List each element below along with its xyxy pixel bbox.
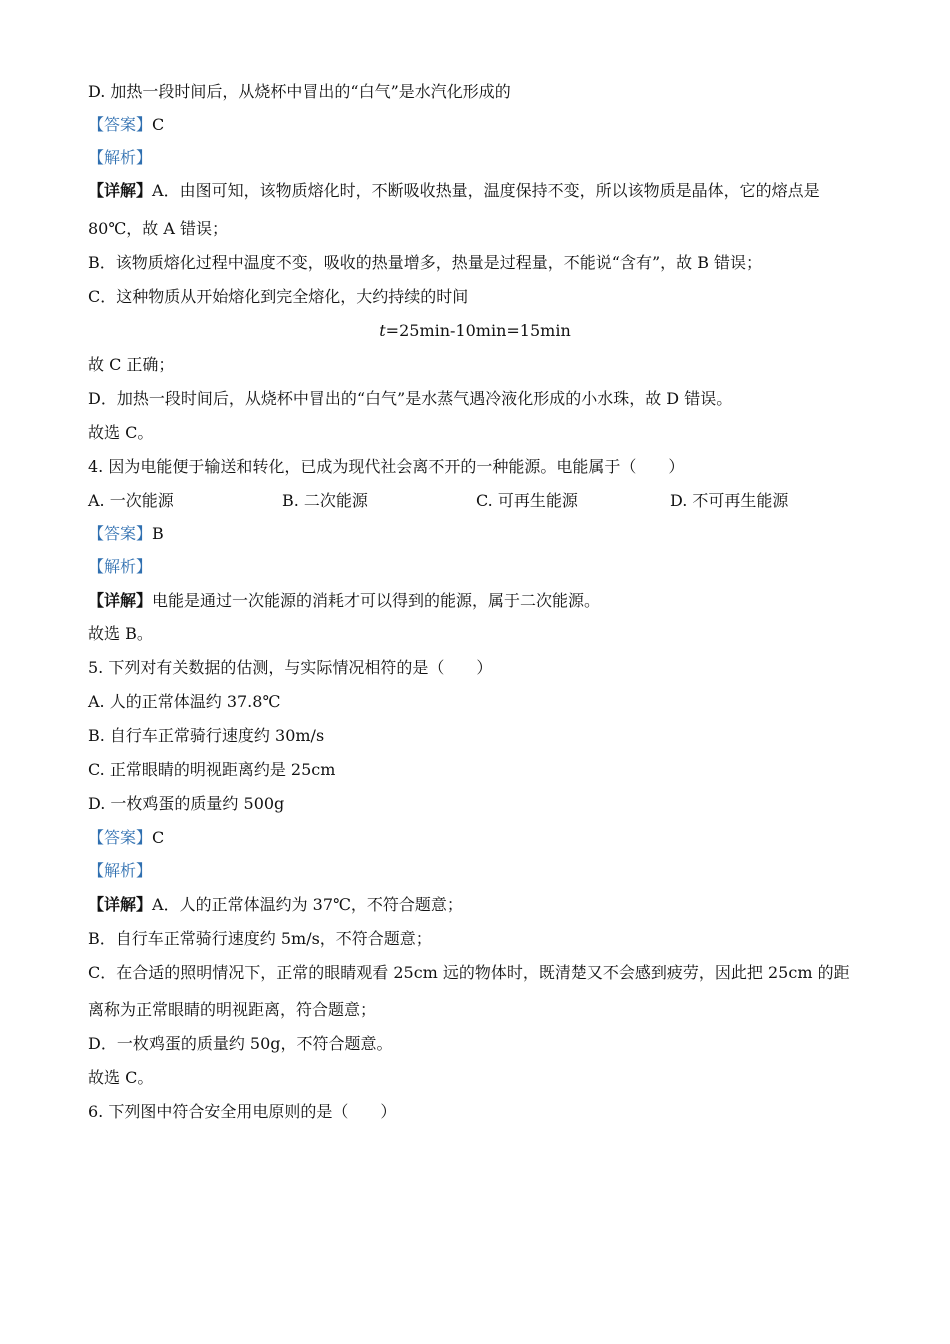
answer-tag: 【答案】 [88,828,153,847]
q5-option-b: B. 自行车正常骑行速度约 30m/s [88,726,325,745]
q5-detail-c-line2: 离称为正常眼睛的明视距离，符合题意； [88,1000,377,1019]
q6-question: 6. 下列图中符合安全用电原则的是（ ） [88,1102,397,1121]
q5-option-d: D. 一枚鸡蛋的质量约 500g [88,794,285,813]
q4-detail [88,591,600,611]
answer-value: B [152,524,164,543]
q3-option-d: D. 加热一段时间后，从烧杯中冒出的“白气”是水汽化形成的 [88,82,511,101]
q3-detail-a-line1 [88,181,820,201]
answer-value: C [152,115,165,134]
q5-option-a: A. 人的正常体温约 37.8℃ [88,692,281,711]
q3-detail-a-line2: 80℃，故 A 错误； [88,219,228,238]
q3-analysis-tag: 【解析】 [88,148,153,167]
q3-formula [0,321,950,341]
detail-tag: 【详解】 [88,895,153,914]
q3-c-correct: 故 C 正确； [88,355,175,374]
q5-selection: 故选 C。 [88,1068,154,1087]
q4-option-a: A. 一次能源 [88,491,174,510]
q5-detail-c-line1: C．在合适的照明情况下，正常的眼睛观看 25cm 远的物体时，既清楚又不会感到疲劳，因此把 25cm 的距 [88,963,850,982]
answer-tag: 【答案】 [88,524,153,543]
answer-value: C [152,828,165,847]
q5-option-c: C. 正常眼睛的明视距离约是 25cm [88,760,336,779]
q4-answer [88,524,164,544]
q3-selection: 故选 C。 [88,423,154,442]
q4-question: 4. 因为电能便于输送和转化，已成为现代社会离不开的一种能源。电能属于（ ） [88,457,685,476]
q3-detail-b: B．该物质熔化过程中温度不变，吸收的热量增多，热量是过程量，不能说“含有”，故 B 错误； [88,253,763,272]
answer-tag: 【答案】 [88,115,153,134]
q4-analysis-tag: 【解析】 [88,557,153,576]
q3-detail-d: D．加热一段时间后，从烧杯中冒出的“白气”是水蒸气遇冷液化形成的小水珠，故 D 错误。 [88,389,733,408]
q4-selection: 故选 B。 [88,624,153,643]
formula-expression: =25min-10min=15min [385,321,571,340]
q5-answer [88,828,164,848]
q3-detail-c: C．这种物质从开始熔化到完全熔化，大约持续的时间 [88,287,469,306]
detail-text: A．人的正常体温约为 37℃，不符合题意； [152,895,463,914]
q5-analysis-tag: 【解析】 [88,861,153,880]
q5-question: 5. 下列对有关数据的估测，与实际情况相符的是（ ） [88,658,493,677]
detail-tag: 【详解】 [88,591,153,610]
q5-detail-b: B．自行车正常骑行速度约 5m/s，不符合题意； [88,929,432,948]
q5-detail-a [88,895,463,915]
detail-text: A．由图可知，该物质熔化时，不断吸收热量，温度保持不变，所以该物质是晶体，它的熔点是 [152,181,820,200]
detail-tag: 【详解】 [88,181,153,200]
q4-option-c: C. 可再生能源 [476,491,578,510]
q3-answer [88,115,164,135]
q4-option-b: B. 二次能源 [282,491,368,510]
formula-variable: t [379,321,386,340]
detail-text: 电能是通过一次能源的消耗才可以得到的能源，属于二次能源。 [152,591,601,610]
q4-option-d: D. 不可再生能源 [670,491,789,510]
q5-detail-d: D．一枚鸡蛋的质量约 50g，不符合题意。 [88,1034,393,1053]
